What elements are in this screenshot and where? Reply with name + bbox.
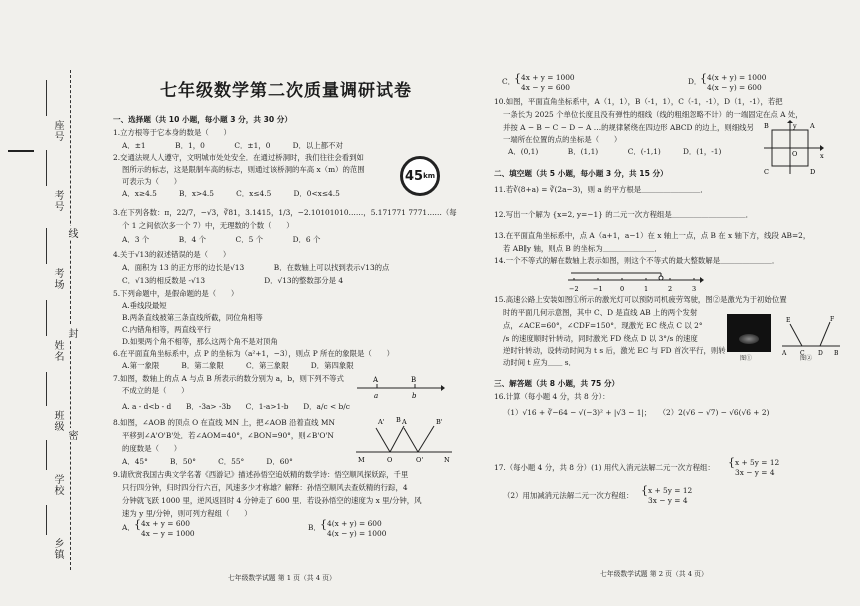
question-line: B.两条直线被第三条直线所截，同位角相等	[122, 313, 263, 322]
fig-label: C	[800, 350, 805, 357]
margin-field-seat	[46, 80, 47, 116]
question-line: 14.一个不等式的解在数轴上表示如图，则这个不等式的最大整数解是＿＿＿＿＿＿＿．	[494, 256, 780, 265]
fig-caption: 图②	[800, 355, 813, 362]
number-line-q14	[566, 270, 706, 294]
section-choice-heading: 一、选择题（共 10 小题，每小题 3 分，共 30 分）	[113, 115, 292, 124]
question-line: （2）用加减消元法解二元一次方程组：	[503, 491, 634, 500]
brace: {	[320, 518, 327, 531]
question-line: A. a - d<b - d B．-3a> -3b C．1-a>1-b D．a/c < b/c	[122, 402, 350, 411]
coordinate-figure-q10	[762, 120, 826, 176]
laser-diagram-q15	[782, 316, 840, 356]
equation: 4x + y = 1000	[521, 73, 575, 82]
question-line: A．±1 B．1，0 C．±1，0 D．以上都不对	[122, 141, 343, 150]
margin-field-town	[46, 505, 47, 535]
value-label: a	[374, 392, 379, 400]
question-line: C.内错角相等，两直线平行	[122, 325, 212, 334]
margin-label-room: 考场	[52, 268, 63, 290]
question-line: A．(0,1) B．(1,1) C．(-1,1) D．(1，-1)	[508, 147, 722, 156]
question-line: 个 1 之间依次多一个 7）中，无理数的个数（ ）	[122, 221, 294, 230]
equation: 4(x − y) = 600	[707, 83, 762, 92]
margin-seal-line: 线	[66, 228, 77, 238]
brace: {	[728, 456, 735, 469]
question-line: 不成立的是（ ）	[122, 386, 189, 395]
question-line: 16.计算（每小题 4 分，共 8 分）：	[494, 392, 610, 401]
question-line: 若 AB∥y 轴，则点 B 的坐标为＿＿＿＿＿＿＿．	[503, 244, 662, 253]
page-footer-right: 七年级数学试题 第 2 页（共 4 页）	[600, 570, 708, 578]
question-line: A．面积为 13 的正方形的边长是√13 B．在数轴上可以找到表示√13的点	[122, 263, 390, 272]
page-title: 七年级数学第二次质量调研试卷	[160, 81, 412, 101]
question-line: 3.在下列各数：π，22/7，−√3，∛81，3.1415，1/3，−2.10101010……，5.171771 7771……（每	[113, 208, 457, 217]
fig-label: D	[810, 168, 816, 176]
question-line: 7.如图，数轴上的点 A 与点 B 所表示的数分别为 a，b，则下列不等式	[113, 374, 344, 383]
fig-label: A	[810, 122, 815, 130]
fig-label: E	[786, 317, 791, 324]
question-line: 9.请欣赏我国古典文学名著《西游记》描述孙悟空追妖精的数学诗：悟空顺风探妖踪，千里	[113, 470, 409, 479]
equation: 4x + y = 600	[141, 519, 190, 528]
section-fill-heading: 二、填空题（共 5 小题，每小题 3 分，共 15 分）	[494, 169, 668, 178]
fig-label: B'	[436, 418, 443, 426]
tick-label: 0	[620, 285, 625, 293]
question-line: 13.在平面直角坐标系中，点 A（a+1，a−1）在 x 轴上一点，点 B 在 x 轴下方，线段 AB=2，	[494, 231, 811, 240]
question-line: A．45° B．50° C．55° D．60°	[122, 457, 293, 466]
question-line: （1）√16 + ∛−64 − √(−3)² + |√3 − 1|； （2）2(√6 − √7) − √6(√6 + 2)	[503, 408, 770, 417]
question-line: 分钟就飞跃 1000 里，逆风返回时 4 分钟走了 600 里．若设孙悟空的速度为 x 里/分钟，风	[122, 496, 422, 505]
question-line: 2.交通法规人人遵守，文明城市处处安全．在通过桥洞时，我们往往会看到如	[113, 153, 364, 162]
question-line: 的度数是（ ）	[122, 444, 182, 453]
option-letter: B．	[308, 523, 321, 532]
question-line: /s 的速度顺时针转动，同时激光 FD 绕点 D 以 3°/s 的速度	[503, 334, 698, 343]
binding-margin	[0, 0, 92, 606]
brace: {	[134, 518, 141, 531]
point-label: A	[373, 376, 379, 384]
question-line: 10.如图，平面直角坐标系中，A（1，1），B（-1，1），C（-1，-1），D（1，-1），若把	[494, 97, 783, 106]
number-line-q7	[355, 378, 445, 404]
question-line: 17.（每小题 4 分，共 8 分）(1) 用代入消元法解二元一次方程组：	[494, 463, 715, 472]
question-line: 5.下列命题中，是假命题的是（ ）	[113, 289, 239, 298]
fig-label: F	[830, 316, 835, 323]
seal-dashed-line	[70, 70, 71, 570]
margin-mark	[8, 150, 34, 152]
question-line: 8.如图，∠AOB 的顶点 O 在直线 MN 上，把∠AOB 沿着直线 MN	[113, 418, 335, 427]
page-footer-left: 七年级数学试题 第 1 页（共 4 页）	[228, 574, 336, 582]
question-line: 12.写出一个解为 {x=2, y=−1} 的二元一次方程组是＿＿＿＿＿＿＿＿＿＿．	[494, 210, 754, 219]
question-line: 11.若∛(8+a) = ∛(2a−3)，则 a 的平方根是＿＿＿＿＿＿＿＿．	[494, 185, 708, 194]
badge-unit: km	[423, 172, 436, 180]
fig-label: N	[444, 456, 450, 464]
equation: x + 5y = 12	[735, 458, 780, 467]
fig-label: B	[396, 416, 401, 424]
margin-seal-seal: 封	[66, 328, 77, 338]
fig-caption: 图①	[740, 355, 753, 362]
fig-label: A	[782, 350, 787, 357]
question-line: 4.关于√13的叙述错误的是（ ）	[113, 250, 231, 259]
equation: x + 5y = 12	[648, 486, 693, 495]
section-answer-heading: 三、解答题（共 8 小题，共 75 分）	[494, 379, 620, 388]
fig-label: O'	[416, 456, 424, 464]
tick-label: −2	[569, 285, 579, 293]
fig-label: x	[820, 152, 824, 160]
option-letter: C．	[502, 77, 516, 86]
question-line: 6.在平面直角坐标系中，点 P 的坐标为（a²+1，−3），则点 P 所在的象限是（ ）	[113, 349, 394, 358]
fig-label: M	[358, 456, 365, 464]
equation: 4x − y = 1000	[141, 529, 195, 538]
fig-label: A	[402, 418, 407, 426]
question-line: 时的平面几何示意图，其中 C、D 是直线 AB 上的两个发射	[503, 308, 698, 317]
brace: {	[641, 484, 648, 497]
equation: 4(x − y) = 1000	[327, 529, 387, 538]
margin-label-name: 姓名	[52, 340, 63, 362]
question-line: 点，∠ACE=60°，∠CDF=150°．现激光 EC 绕点 C 以 2°	[503, 321, 703, 330]
question-line: 逆时针转动，设转动时间为 t s 后，激光 EC 与 FD 首次平行，则转	[503, 346, 726, 355]
tick-label: 3	[692, 285, 697, 293]
tick-label: 1	[644, 285, 649, 293]
laser-photo	[727, 314, 771, 352]
question-line: A．x≥4.5 B．x>4.5 C．x≤4.5 D．0<x≤4.5	[122, 189, 340, 198]
margin-label-examno: 考号	[52, 190, 63, 212]
fig-label: A'	[378, 418, 385, 426]
question-line: C．√13的相反数是 -√13 D．√13的整数部分是 4	[122, 276, 344, 285]
fig-label: B	[834, 350, 839, 357]
question-line: A.第一象限 B．第二象限 C．第三象限 D．第四象限	[122, 361, 354, 370]
height-limit-sign-icon	[400, 156, 440, 196]
margin-field-name	[46, 300, 47, 336]
margin-label-town: 乡镇	[52, 538, 63, 560]
question-line: 图所示的标志，这是限制车高的标志，则通过该桥洞的车高 x（m）的范围	[122, 165, 365, 174]
question-line: 平移到∠A'O'B'处．若∠AOM=40°，∠BON=90°，则∠B'O'N	[122, 431, 334, 440]
option-letter: A．	[122, 523, 135, 532]
question-line: 可表示为（ ）	[122, 177, 182, 186]
question-line: 15.高速公路上安装如图①所示的激光灯可以预防司机疲劳驾驶，图②是激光为于初始位置	[494, 295, 787, 304]
equation: 3x − y = 4	[735, 468, 775, 477]
question-line: 一端所在位置的点的坐标是（ ）	[503, 135, 622, 144]
margin-seal-secret: 密	[66, 430, 77, 440]
brace: {	[514, 72, 521, 85]
question-line: 1.立方根等于它本身的数是（ ）	[113, 128, 231, 137]
margin-field-class	[46, 372, 47, 406]
equation: 4x − y = 600	[521, 83, 570, 92]
fig-label: B	[764, 122, 769, 130]
question-line: A.垂线段最短	[122, 301, 167, 310]
point-label: B	[411, 376, 417, 384]
margin-field-school	[46, 440, 47, 470]
tick-label: −1	[593, 285, 603, 293]
equation: 4(x + y) = 1000	[707, 73, 767, 82]
margin-field-room	[46, 228, 47, 264]
margin-field-examno	[46, 150, 47, 186]
question-line: 动时间 t 应为＿＿ s．	[503, 358, 576, 367]
fig-label: O	[792, 150, 798, 158]
option-letter: D．	[688, 77, 702, 86]
question-line: A．3 个 B．4 个 C．5 个 D．6 个	[122, 235, 321, 244]
question-line: 只行四分钟，归时四分行六百，风速多少才称雄？解释：孙悟空顺风去查妖精的行踪，4	[122, 483, 408, 492]
angle-figure-q8	[356, 416, 452, 464]
question-line: 速为 y 里/分钟，则可列方程组（ ）	[122, 509, 252, 518]
margin-label-class: 班级	[52, 410, 63, 432]
fig-label: y	[793, 122, 797, 130]
tick-label: 2	[668, 285, 673, 293]
margin-label-school: 学校	[52, 474, 63, 496]
equation: 4(x + y) = 600	[327, 519, 382, 528]
fig-label: O	[387, 456, 393, 464]
question-line: 并按 A − B − C − D − A …的规律紧绕在四边形 ABCD 的边上，则细线另	[503, 123, 754, 132]
fig-label: D	[818, 350, 823, 357]
fig-label: C	[764, 168, 769, 176]
brace: {	[700, 72, 707, 85]
margin-label-seat: 座号	[52, 120, 63, 142]
question-line: 一条长为 2025 个单位长度且没有弹性的细线（线的粗细忽略不计）的一端固定在点 A 处，	[503, 110, 803, 119]
question-line: D.如果两个角不相等，那么这两个角不是对顶角	[122, 337, 278, 346]
value-label: b	[412, 392, 417, 400]
badge-number: 45	[404, 168, 424, 184]
equation: 3x − y = 4	[648, 496, 688, 505]
